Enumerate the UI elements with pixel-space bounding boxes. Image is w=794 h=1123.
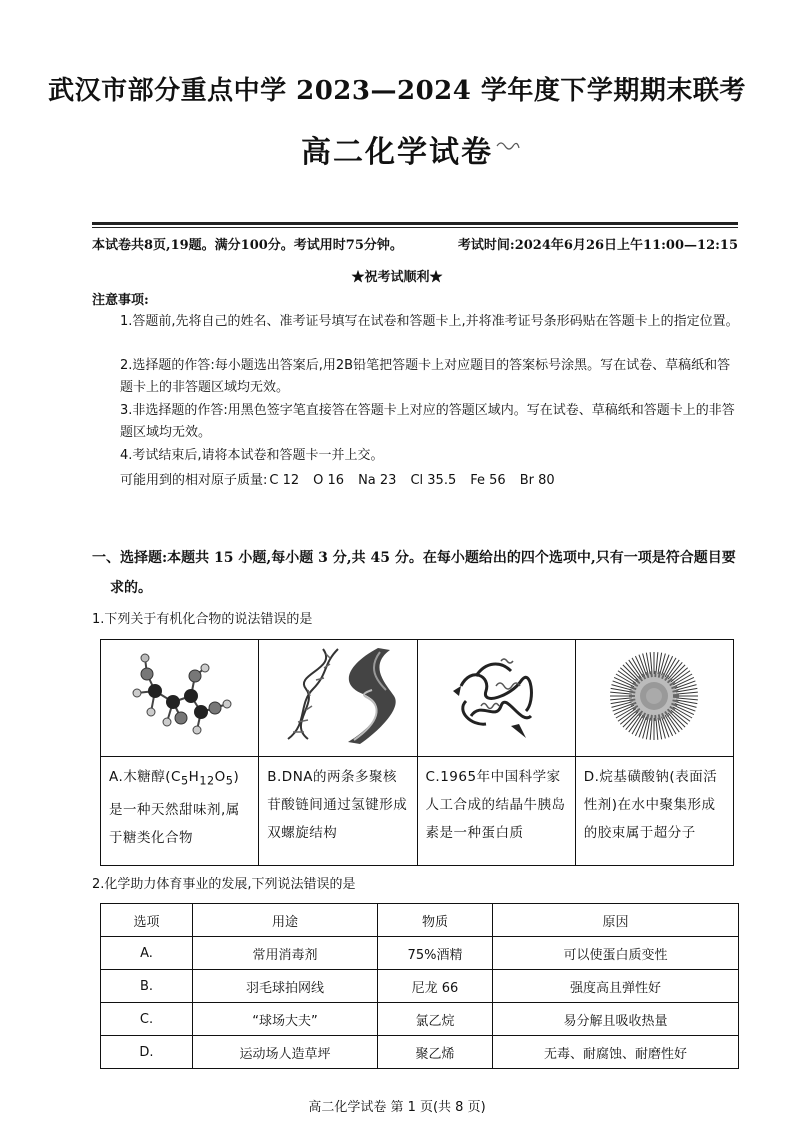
table-row xyxy=(101,1003,739,1036)
notice-item-3 xyxy=(92,400,742,444)
table-row xyxy=(101,970,739,1003)
micelle-tail xyxy=(611,698,633,700)
table-cell: 运动场人造草坪 xyxy=(193,1036,378,1069)
exam-subtitle: 高二化学试卷 xyxy=(301,135,493,170)
mass-item: Na 23 xyxy=(358,473,397,488)
scribble-mark xyxy=(496,138,520,154)
table-row xyxy=(101,937,739,970)
option-a-pre: A.木糖醇(C xyxy=(109,769,181,785)
notice-item-1 xyxy=(92,311,742,333)
notice-item-text: 1.答题前,先将自己的姓名、准考证号填写在试卷和答题卡上,并将准考证号条形码贴在答题卡上的指定位置。 xyxy=(120,314,739,329)
table-cell: 氯乙烷 xyxy=(378,1003,493,1036)
table-cell: 常用消毒剂 xyxy=(193,937,378,970)
micelle-tail xyxy=(671,710,688,724)
good-luck-banner: ★祝考试顺利★ xyxy=(351,270,443,285)
micelle-tail xyxy=(626,662,640,679)
option-a-post: )是一种天然甜味剂,属于糖类化合物 xyxy=(109,769,240,846)
micelle-tail xyxy=(670,712,686,728)
option-b-text: B.DNA的两条多聚核苷酸链间通过氢键形成双螺旋结构 xyxy=(259,757,417,866)
option-d-text: D.烷基磺酸钠(表面活性剂)在水中聚集形成的胶束属于超分子 xyxy=(575,757,733,866)
option-c-image xyxy=(417,640,575,757)
option-a-mid: H xyxy=(188,769,200,785)
notice-heading: 注意事项: xyxy=(92,293,149,308)
page-footer: 高二化学试卷 第 1 页(共 8 页) xyxy=(308,1100,486,1115)
subscript: 5 xyxy=(180,774,189,788)
table-cell: 强度高且弹性好 xyxy=(493,970,739,1003)
table-header-cell: 物质 xyxy=(378,904,493,937)
table-cell: B. xyxy=(101,970,193,1003)
table-cell: A. xyxy=(101,937,193,970)
micelle-tail xyxy=(670,665,686,681)
table-header-cell: 用途 xyxy=(193,904,378,937)
option-a-image xyxy=(101,640,259,757)
notice-item-text: 3.非选择题的作答:用黑色签字笔直接答在答题卡上对应的答题区域内。写在试卷、草稿纸和答题卡上的非答题区域均无效。 xyxy=(120,403,735,440)
table-header-row xyxy=(101,904,739,937)
micelle-tail xyxy=(669,662,683,679)
table-cell: 易分解且吸收热量 xyxy=(493,1003,739,1036)
micelle-tail xyxy=(651,718,653,740)
section-1-line2: 求的。 xyxy=(110,580,152,596)
table-cell: “球场大夫” xyxy=(193,1003,378,1036)
micelle-tail xyxy=(621,710,638,724)
micelle-tail xyxy=(626,713,640,730)
header-rule-thick xyxy=(92,222,738,225)
option-d-image xyxy=(575,640,733,757)
notice-item-text: 4.考试结束后,请将本试卷和答题卡一并上交。 xyxy=(120,448,384,463)
notice-item-4 xyxy=(92,445,742,467)
question-1-options-table xyxy=(100,639,734,866)
question-2-table xyxy=(100,903,739,1069)
table-cell: 尼龙 66 xyxy=(378,970,493,1003)
micelle-tail xyxy=(676,698,698,700)
mass-item: O 16 xyxy=(313,473,345,488)
table-row xyxy=(101,1036,739,1069)
table-cell: 无毒、耐腐蚀、耐磨性好 xyxy=(493,1036,739,1069)
mass-item: Fe 56 xyxy=(470,473,506,488)
question-1-stem: 1.下列关于有机化合物的说法错误的是 xyxy=(92,612,313,627)
notice-item-text: 2.选择题的作答:每小题选出答案后,用2B铅笔把答题卡上对应题目的答案标号涂黑。写在试卷、草稿纸和答题卡上的非答题区域均无效。 xyxy=(120,358,731,395)
micelle-tail xyxy=(651,652,653,674)
section-1-heading xyxy=(92,543,742,603)
ball-stick-molecule-icon xyxy=(115,646,245,746)
table-header-cell: 选项 xyxy=(101,904,193,937)
question-2-stem: 2.化学助力体育事业的发展,下列说法错误的是 xyxy=(92,877,356,892)
micelle-tail xyxy=(656,718,658,740)
dna-double-helix-icon xyxy=(268,644,408,748)
mass-item: Br 80 xyxy=(519,473,555,488)
table-cell: 羽毛球拍网线 xyxy=(193,970,378,1003)
protein-ribbon-icon xyxy=(441,646,551,746)
micelle-tail xyxy=(623,665,639,681)
micelle-icon xyxy=(604,646,704,746)
micelle-tail xyxy=(623,712,639,728)
mass-item: C 12 xyxy=(269,473,300,488)
option-c-text: C.1965年中国科学家人工合成的结晶牛胰岛素是一种蛋白质 xyxy=(417,757,575,866)
micelle-tail xyxy=(621,668,638,682)
option-a-mid2: O xyxy=(214,769,226,785)
micelle-tail xyxy=(671,668,688,682)
micelle-tail xyxy=(611,692,633,694)
table-header-cell: 原因 xyxy=(493,904,739,937)
table-cell: 聚乙烯 xyxy=(378,1036,493,1069)
subscript: 5 xyxy=(225,774,234,788)
notice-item-2 xyxy=(92,355,742,399)
table-cell: 可以使蛋白质变性 xyxy=(493,937,739,970)
table-cell: D. xyxy=(101,1036,193,1069)
micelle-tail xyxy=(656,652,658,674)
mass-item: Cl 35.5 xyxy=(410,473,457,488)
masses-label: 可能用到的相对原子质量: xyxy=(120,473,268,488)
exam-title: 武汉市部分重点中学 2023—2024 学年度下学期期末联考 xyxy=(48,76,746,106)
header-rule-thin xyxy=(92,227,738,228)
option-a-text xyxy=(101,757,259,866)
atomic-masses xyxy=(120,469,569,488)
section-1-line1: 一、选择题:本题共 15 小题,每小题 3 分,共 45 分。在每小题给出的四个选项中,只有一项是符合题目要 xyxy=(92,550,736,566)
table-cell: C. xyxy=(101,1003,193,1036)
exam-info: 本试卷共8页,19题。满分100分。考试用时75分钟。 xyxy=(92,238,403,253)
option-b-image xyxy=(259,640,417,757)
micelle-tail xyxy=(669,713,683,730)
exam-time: 考试时间:2024年6月26日上午11:00—12:15 xyxy=(457,238,738,253)
subscript: 12 xyxy=(199,774,215,788)
micelle-tail xyxy=(676,692,698,694)
table-cell: 75%酒精 xyxy=(378,937,493,970)
